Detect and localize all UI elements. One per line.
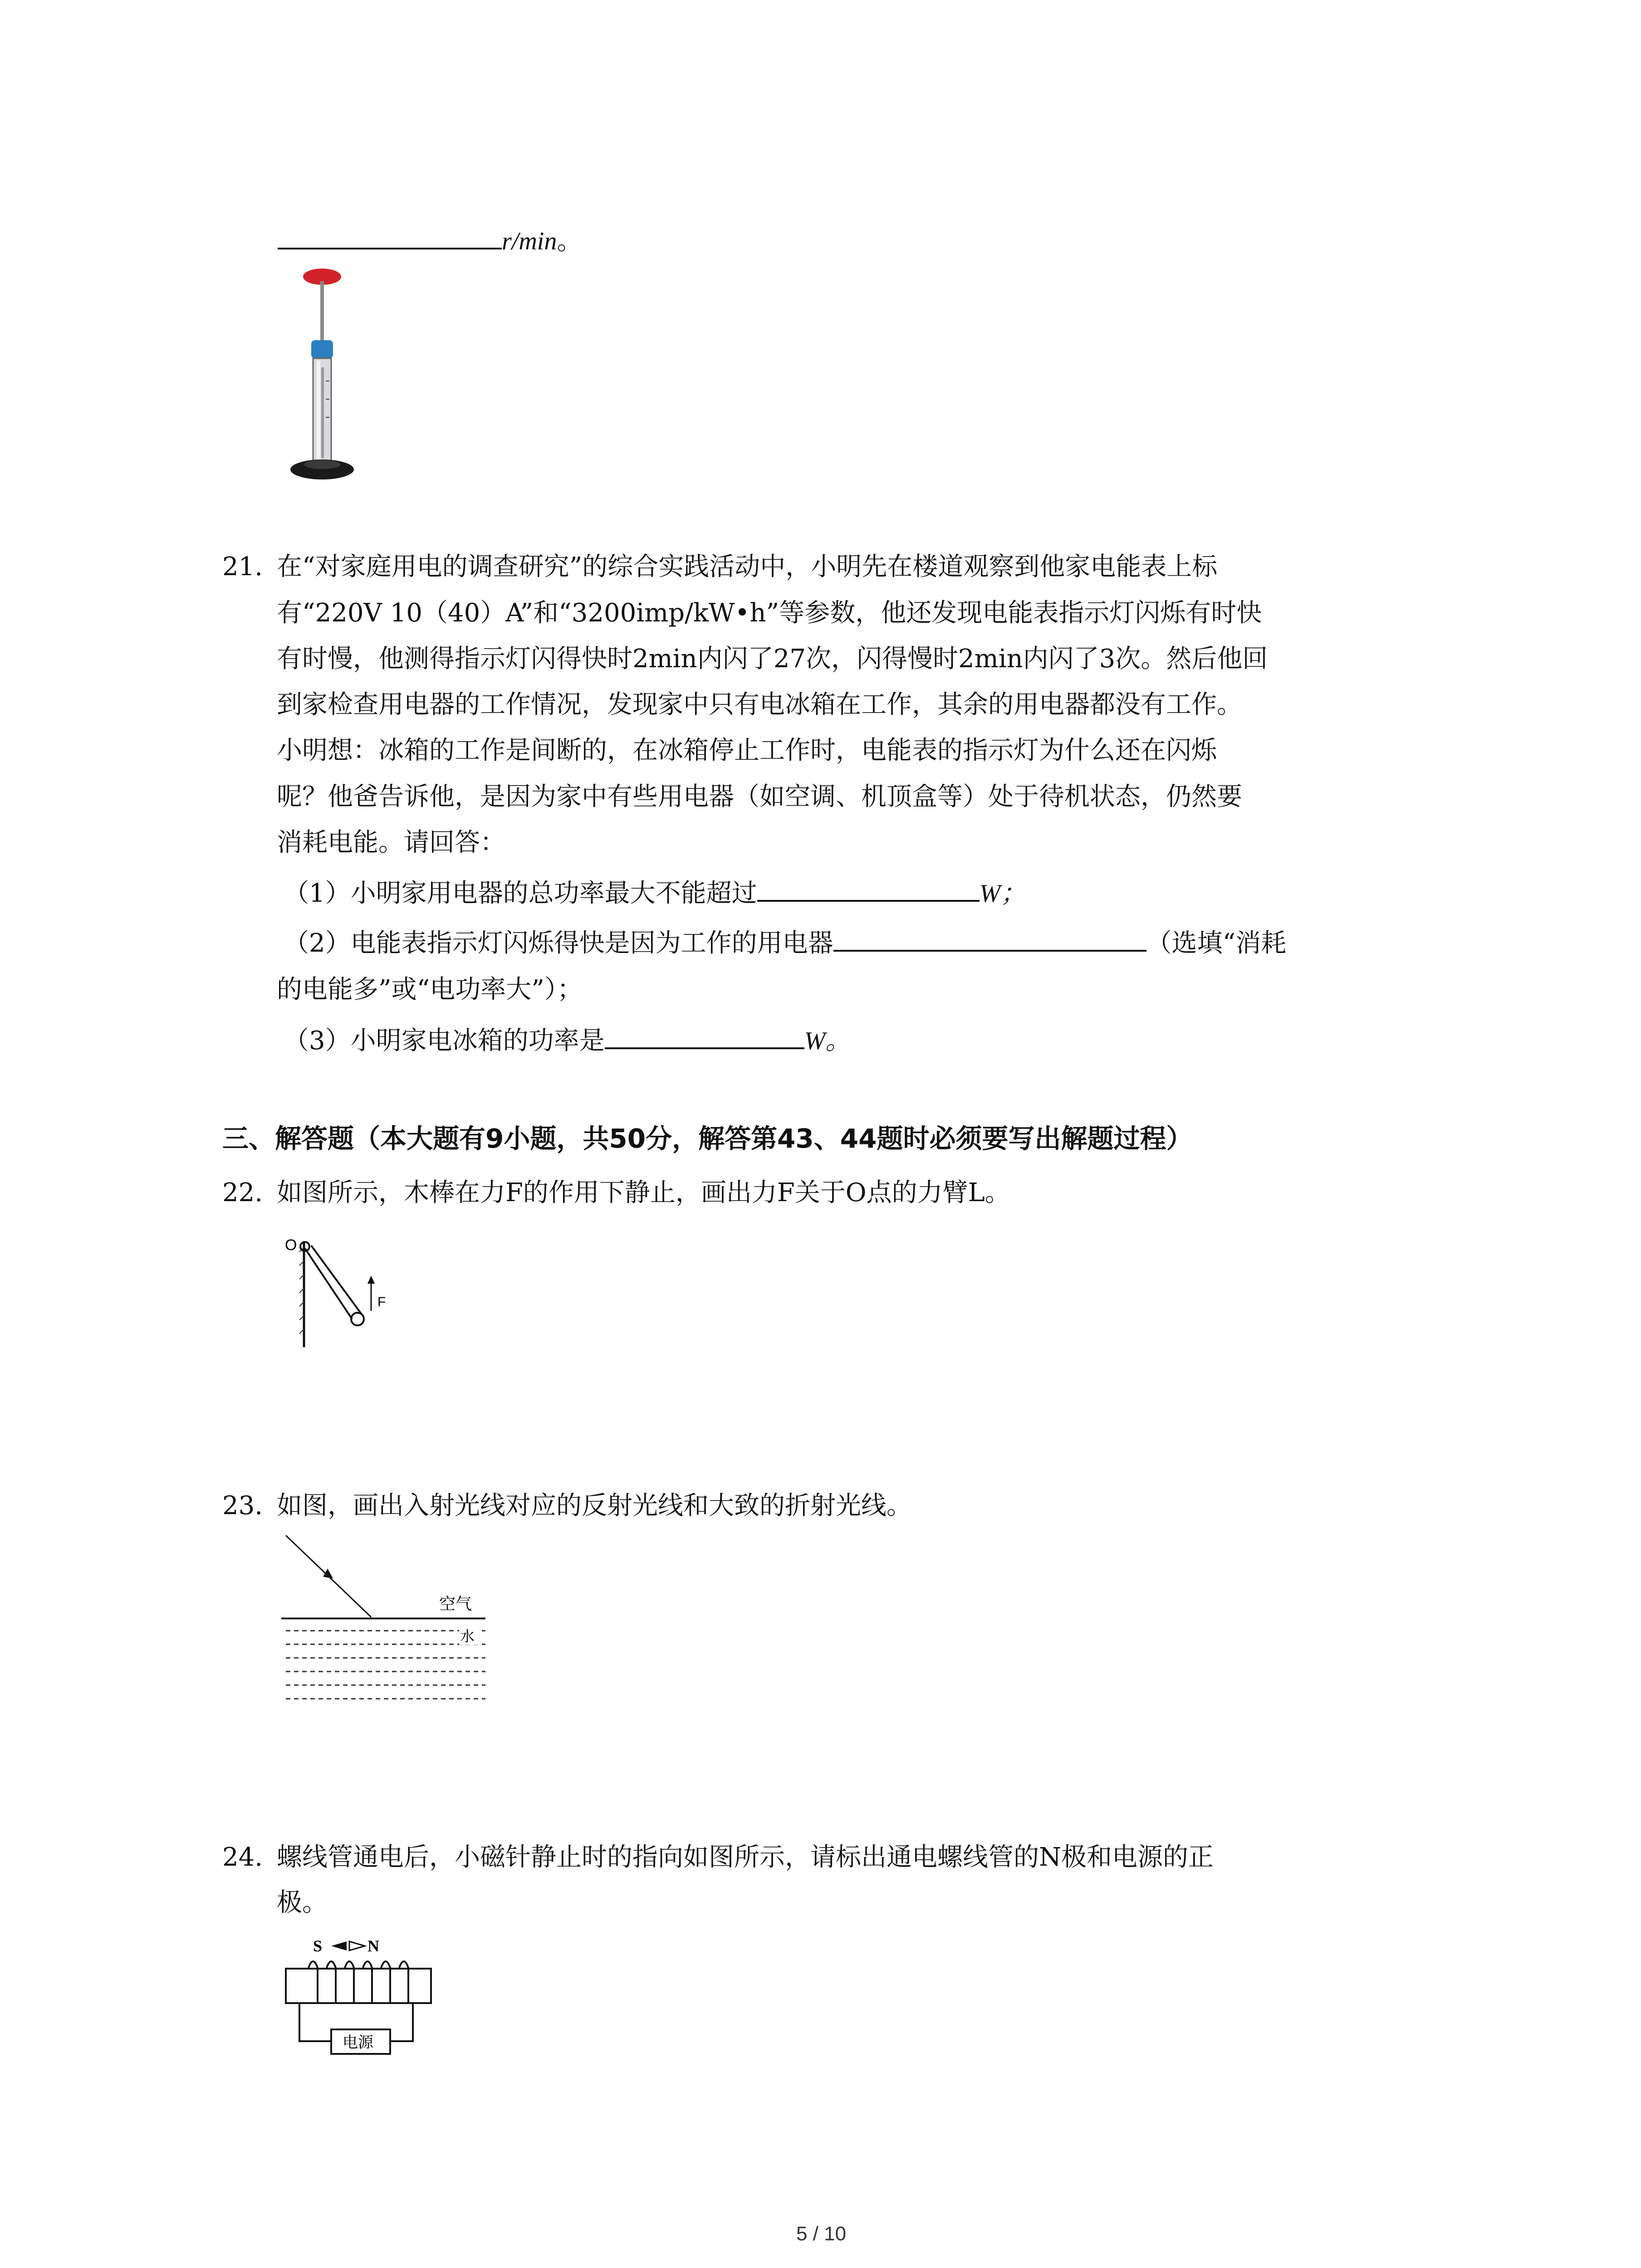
sub3-text: （3）小明家电冰箱的功率是 [284,1026,605,1056]
q22-text: 如图所示，木棒在力F的作用下静止，画出力F关于O点的力臂L。 [277,1178,1010,1207]
label-water: 水 [460,1628,475,1645]
q21-line-1: 在“对家庭用电的调查研究”的综合实践活动中，小明先在楼道观察到他家电能表上标 [277,552,1218,582]
sub2-text: （2）电能表指示灯闪烁得快是因为工作的用电器 [284,929,833,958]
q21-line-5: 小明想：冰箱的工作是间断的，在冰箱停止工作时，电能表的指示灯为什么还在闪烁 [277,736,1217,765]
q21-sub1 [284,871,1026,916]
sub2-hint: （选填“消耗 [1146,929,1287,958]
label-air: 空气 [439,1595,472,1613]
q21-line-2: 有“220V 10（40）A”和“3200imp/kW•h”等参数，他还发现电能表指示灯闪烁有时快 [277,598,1262,628]
label-n: N [367,1937,379,1955]
sub3-unit: W。 [804,1027,851,1055]
q21-sub2 [284,921,1286,966]
spring-device-figure [281,263,363,490]
q23-text: 如图，画出入射光线对应的反射光线和大致的折射光线。 [277,1491,912,1520]
q21-number: 21. [222,552,263,582]
q24-number: 24. [222,1843,263,1872]
q21-sub3 [284,1018,851,1064]
q21-line-6: 呢？他爸告诉他，是因为家中有些用电器（如空调、机顶盒等）处于待机状态，仍然要 [277,782,1242,811]
lever-figure [272,1225,417,1352]
q21-sub2-line2: 的电能多”或“电功率大”）； [277,975,583,1004]
label-o: O [285,1237,297,1254]
label-source: 电源 [343,2033,373,2052]
q23-number: 23. [222,1491,263,1520]
answer-blank-2[interactable] [833,921,1146,952]
q22-number: 22. [222,1178,263,1207]
section-heading: 三、解答题（本大题有9小题，共50分，解答第43、44题时必须要写出解题过程） [222,1123,1193,1154]
refraction-figure [277,1533,490,1710]
carry-over-line [278,219,582,264]
period: 。 [557,226,583,256]
answer-blank-3[interactable] [605,1018,804,1049]
q21-line-7: 消耗电能。请回答： [277,828,505,857]
label-s: S [313,1937,323,1955]
q21-line-4: 到家检查用电器的工作情况，发现家中只有电冰箱在工作，其余的用电器都没有工作。 [277,690,1242,719]
page-number: 5 / 10 [796,2223,847,2245]
sub1-unit: W； [979,880,1026,908]
q24-line-2: 极。 [277,1888,328,1917]
unit-text: r/min [502,227,557,255]
solenoid-figure [277,1932,440,2068]
sub1-text: （1）小明家用电器的总功率最大不能超过 [284,879,757,908]
label-f: F [377,1295,386,1310]
q21-line-3: 有时慢，他测得指示灯闪得快时2min内闪了27次，闪得慢时2min内闪了3次。然后他回 [277,644,1268,674]
answer-blank[interactable] [278,219,502,249]
q24-line-1: 螺线管通电后，小磁针静止时的指向如图所示，请标出通电螺线管的N极和电源的正 [277,1843,1214,1872]
answer-blank-1[interactable] [757,871,980,902]
